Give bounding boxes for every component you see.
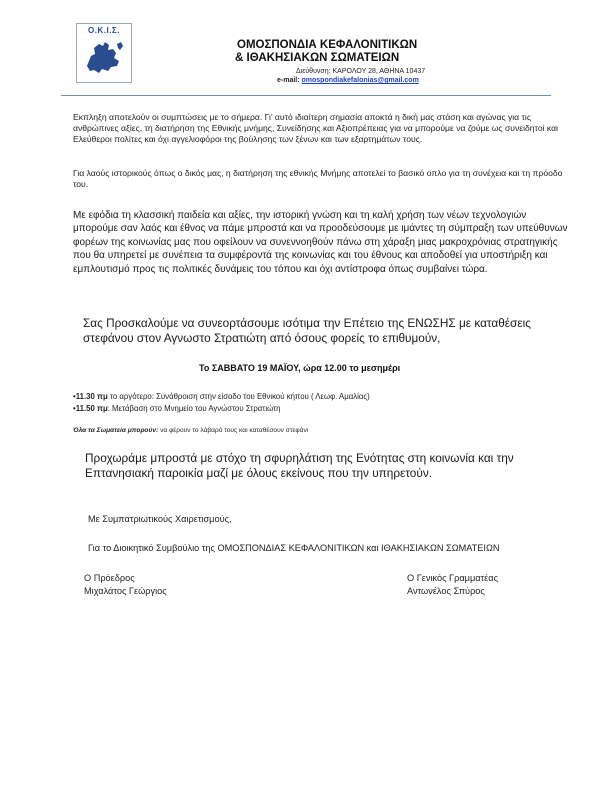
invitation-paragraph: Σας Προσκαλούμε να συνεορτάσουμε ισότιμα την Επέτειο της ΕΝΩΣΗΣ με καταθέσεις στεφάνου στον Αγνωστο Στρατιώτη από όσους φορείς το επιθυμούν,: [83, 316, 531, 345]
paragraph-historic-peoples: Για λαούς ιστορικούς όπως ο δικός μας, η διατήρηση της εθνικής Μνήμης αποτελεί το βασικό οπλο για τη συνέχεια και τη πρόοδο του.: [73, 168, 563, 190]
schedule-text: το αργότερο: Συνάθροιση στην είσοδο του Εθνικού κήπου ( Λεωφ. Αμαλίας): [107, 392, 370, 401]
secretary-name: Αντωνέλος Σπύρος: [407, 586, 485, 596]
clubs-note-label: Όλα τα Σωματεία μπορούν:: [73, 427, 159, 434]
email-label: e-mail:: [277, 77, 300, 84]
on-behalf-line: Για το Διοικητικό Συμβούλιο της ΟΜΟΣΠΟΝΔΙΑΣ ΚΕΦΑΛΟΝΙΤΙΚΩΝ και ΙΘΑΚΗΣΙΑΚΩΝ ΣΩΜΑΤΕΙΩΝ: [88, 543, 500, 553]
organization-name-line1: ΟΜΟΣΠΟΝΔΙΑ ΚΕΦΑΛΟΝΙΤΙΚΩΝ: [237, 39, 418, 51]
organization-email: [277, 77, 419, 84]
organization-name-line2: & ΙΘΑΚΗΣΙΑΚΩΝ ΣΩΜΑΤΕΙΩΝ: [235, 52, 400, 64]
clubs-note: [73, 427, 308, 434]
header-divider: [61, 95, 551, 96]
schedule-item: [73, 404, 281, 413]
president-title: Ο Πρόεδρος: [84, 573, 135, 583]
secretary-title: Ο Γενικός Γραμματέας: [407, 573, 499, 583]
event-date: Το ΣΑΒΒΑΤΟ 19 ΜΑΪΟΥ, ώρα 12.00 το μεσημέρι: [199, 363, 401, 373]
island-map-icon: [81, 36, 127, 78]
closing-regards: Με Συμπατριωτικούς Χαιρετισμούς,: [88, 514, 232, 524]
paragraph-classical-education: Με εφόδια τη κλασσική παιδεία και αξίες, την ιστορική γνώση και τη καλή χρήση των νέων τεχνολογιών μπορούμε σαν λαός και έθνος να πάμε μπροστά και να προοδεύσουμε με ιμάντες τη σύμπραξη των υπεύθυνων φορέων της κοινωνίας μας που οφείλουν να συνεννοηθούν πάνω στη χάραξη μιας μακροχρόνιας στρατηγικής που θα υπηρετεί με συνέπεια τα συμφέροντά της κοινωνίας και του έθνους και αποδοθεί για υποστήριξη και εμπλουτισμό προς τις πολιτικές δυνάμεις του τόπου και όχι αντίστροφα όπως συμβαίνει τώρα.: [73, 210, 568, 275]
forward-paragraph: Προχωράμε μπροστά με στόχο τη σφυρηλάτιση της Ενότητας στη κοινωνία και την Επτανησιακή παροικία μαζί με όλους εκείνους που την υπηρετούν.: [85, 451, 514, 480]
email-link[interactable]: omospondiakefalonias@gmail.com: [301, 77, 419, 84]
schedule-item: [73, 392, 370, 401]
paragraph-coincidences: Εκπληξη αποτελούν οι συμπτώσεις με το σήμερα. Γι’ αυτό ιδιαίτερη σημασία αποκτά η δική μας στάση και αγώνας για τις ανθρώπινες αξίες, τη διατήρηση της Εθνικής μνήμης, Συνείδησης και Αξιοπρέπειας για να μπορούμε να ζούμε ως συνειδητοί και Ελεύθεροι πολίτες και όχι αγγελιοφόροι της βούλησης των ξένων και των εξαρτημάτων τους.: [73, 112, 558, 145]
clubs-note-text: να φέρουν το λάβαρό τους και καταθέσουν στεφάνι: [158, 427, 309, 434]
schedule-time: •11.30 πμ: [73, 392, 108, 401]
organization-logo: [76, 23, 132, 83]
president-name: Μιχαλάτος Γεώργιος: [84, 586, 167, 596]
schedule-text: : Μετάβαση στο Μνημείο του Αγνώστου Στρατιώτη: [107, 404, 281, 413]
schedule-time: •11.50 πμ: [73, 404, 108, 413]
logo-text: Ο.Κ.Ι.Σ.: [88, 26, 120, 35]
organization-address: Διεύθυνση: ΚΑΡΟΛΟΥ 28, ΑΘΗΝΑ 10437: [296, 68, 426, 75]
